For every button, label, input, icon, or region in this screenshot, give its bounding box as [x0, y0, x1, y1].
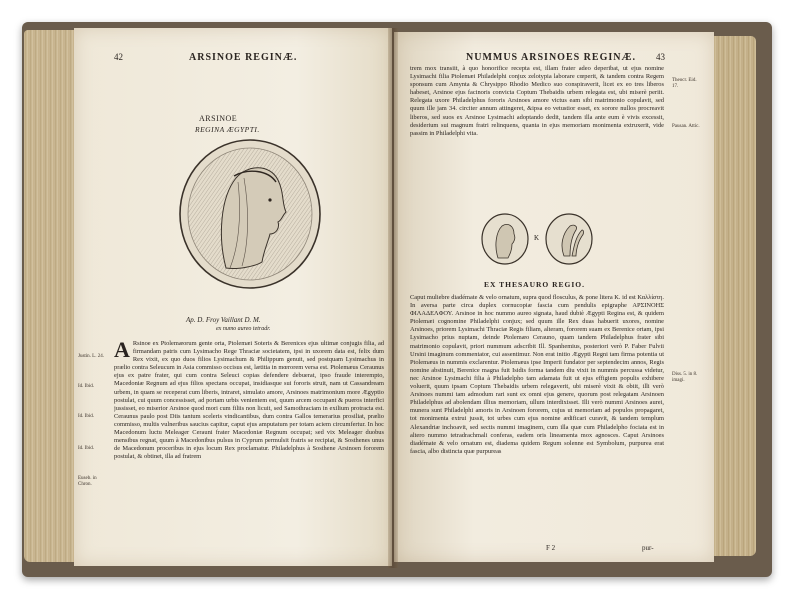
- book-gutter: [388, 28, 398, 568]
- portrait-title-line1: ARSINOE: [199, 114, 238, 123]
- signature-mark: F 2: [546, 544, 556, 552]
- arsinoe-portrait-medallion: [178, 138, 322, 290]
- right-top-text: trem mox transiit, à quo honorifice recepta est, illam frater adeo deperibat, ut ejus nomine Lysimachi filia Ptolemæi Philadelphi conjux zelotypia laborare cœperit, & tandem contra Regem sponsum cum Amynta & Chrysippo Rhodio Medico suo conspiraverit, licet ex eo tres liberos habeset, Arsinoe ejus facinoris convicta Coptum Thebaidis urbem relegata est, ubi miserè periit. Relegata uxore Philadelphus fororis Arsinoes amore victus eam sibi matrimonio copulavit, sed quum ille jam 34. circiter annum attingeret, &ipsa eo vetustior esset, ex sorore nullos procreavit liberos, sed suos ex Arsinoe Lysimachi adoptando dedit, tandem illa ante eum è vivis excessit, desiderium sui magnum fratri relinquens, quanta in ejus memoriam monimenta extruxerit, vide passim in Philadelphi vita.: [410, 65, 664, 137]
- left-body-text: [114, 340, 384, 550]
- margin-note: Pausan. Attic.: [672, 124, 700, 129]
- right-running-head: NUMMUS ARSINOES REGINÆ.: [466, 52, 636, 63]
- margin-note: Diss. 5. in 8. imagi.: [672, 372, 698, 383]
- portrait-caption-line1: Ap. D. Froy Vaillant D. M.: [186, 316, 261, 324]
- page-edges-right: [712, 36, 756, 556]
- right-bottom-text: Caput muliebre diadémate & velo ornatum, supra quod flosculus, & pone litera K. id est Καλλίστη. In aversa parte circa duplex cornucopiæ fascia cum pendulis epigraphe ΑΡΣΙΝΟΗΣ ΦΙΛΑΔΕΛΦΟΥ. Arsinoe in hoc nummo aureo signata, haud dubiè Ægypti Regina est, & quidem Ptolemæi cognomine Philadelphi conjux; sed quum ille Rex duas habuerit uxores, nomine Arsinoes, priorem Lysimachi Thraciæ Regis filiam, alteram, fororem suam ex Berenice ortam, ipsi Lysimacho prius nuptam, deinde Ptolemæo Cerauno, quam tandem Philadelphus frater sibi matrimonio copulavit, priori nummum adscribit Ill. Spanhemius, posteriori verò P. Faber Fulvii Ursini imaginum commentator, cui assentimur. Non erat initio Ægypti Regni tam firma potentia ut Ptolemæus in nummis exclarentur. Ptolemæus ipse Imperii fundator per septendecim annos, Regis nomine abstinuit, Berenice magna fuit Isidis forma tandem diu vixit in nummis percussa videtur, nec Arsinoe Lysimachi filia à Philadelpho tam adamata fuit ut ejus effigiem populis exhibere voluerit, quum ipsam Coptum Thebaidis urbem relegaverit, ubi miserè vixit & obiit, illi verò Arsinoes nummi tam admodum rari sunt ex omni ejus genere, quorum post relegatam Arsinoen Philadelphus ad abolendam illius memoriam, ullum interdixisset. Illi verò nummi Arsinoes aurei, munera sunt Philadelphi amoris in Arsinoen fororem, cujus ut memoriam ad populos propagaret, tot monimenta extrui jussit, tot urbes cum ejus nomine ædificari curavit, & tandem templum Alexandriæ inchoavit, sed sectis nummi imaginem, cum illa quæ cum Philadelpho fociata est in altero nummo tetradrachmali conferas, eadem oris lineamenta mox agnosces. Caput Arsinoes diadémate & velo ornatum est, diadema quidem Regum solenne est Symbolum, purpurea erat fascia, albo distincta quæ purpureas: [410, 294, 664, 455]
- catchword: pur-: [642, 544, 654, 552]
- portrait-caption-line2: ex numo aureo tetradr.: [216, 326, 271, 332]
- right-page: [394, 32, 714, 562]
- margin-note: Theocr. Eid. 17.: [672, 78, 697, 89]
- margin-note: Id. Ibid.: [78, 414, 94, 419]
- right-page-number: 43: [656, 52, 665, 62]
- margin-note: Id. Ibid.: [78, 384, 94, 389]
- coin-letter-k: K: [534, 234, 540, 242]
- margin-note: Euseb. in Chron.: [78, 476, 97, 487]
- section-head: EX THESAURO REGIO.: [484, 280, 586, 289]
- coin-obverse: [480, 212, 530, 266]
- left-page: [74, 28, 392, 566]
- margin-note: Justin. L. 24.: [78, 354, 104, 359]
- margin-note: Id. Ibid.: [78, 446, 94, 451]
- portrait-title-line2: REGINA ÆGYPTI.: [195, 125, 260, 134]
- coin-reverse-cornucopia: [544, 212, 594, 266]
- left-running-head: ARSINOE REGINÆ.: [189, 52, 298, 63]
- left-body-paragraph: Rsinoe ex Ptolemæorum gente orta, Ptolemæi Soteris & Berenices ejus ultimæ conjugis filia, ad firmandam patris cum Lysimacho Rege Thraciæ societatem, ipsi in uxorem data est, felix dum Rex vixit, ex quo duos filios Lysimachum & Philippum genuit, sed postquam Lysimachus in prælio contra Seleucum in Asia commisso occisus est, lætitia in mœrorem versa est. Ptolemæus Ceraunus ejus ex patre frater, qui cum contra Seleuci copias defendere debuerat, ipso fraude interempto, Macedoniæ Regnum ad ejus filios spectans occupat, insidiasque sui fororis struit, nam ut Cassandream urbem, in quam se receperat cum liberis, intraret, simulato amore, Arsinoes matrimonium more Ægyptio postulat, cui quum concessisset, ad portam urbis venientem est, quum arcem occupant & pueros interfici jussisset, eo miserior Arsinoe quod mori cum filiis non licuit, sed Samothraciam in exilium protracta est. Ceraunus paulo post Diis tantum sceleris vindicantibus, dum contra Gallos temerarius prosiliat, prælio commisso, multis vulneribus saucius capitur, caput ejus amputatum per totam aciem circumfertur. In hoc Macedonum luctu Meleager Cerauni frater Macedoniæ Regnum occupat; sed vix Meleager duobus mensibus regnat, quum à Macedonibus pulsus in Cyprum permulsit fratris se recipiat, & Sosthenes unus de Macedonum proceribus in ejus locum Rex proclamatur. Philadelphus à Sosthene Arsinoen fororem postulat, & obtinet, illa ad fratrem: [114, 340, 384, 461]
- left-page-number: 42: [114, 52, 123, 62]
- dropcap-letter: A: [114, 340, 130, 362]
- page-edges-left: [24, 30, 76, 562]
